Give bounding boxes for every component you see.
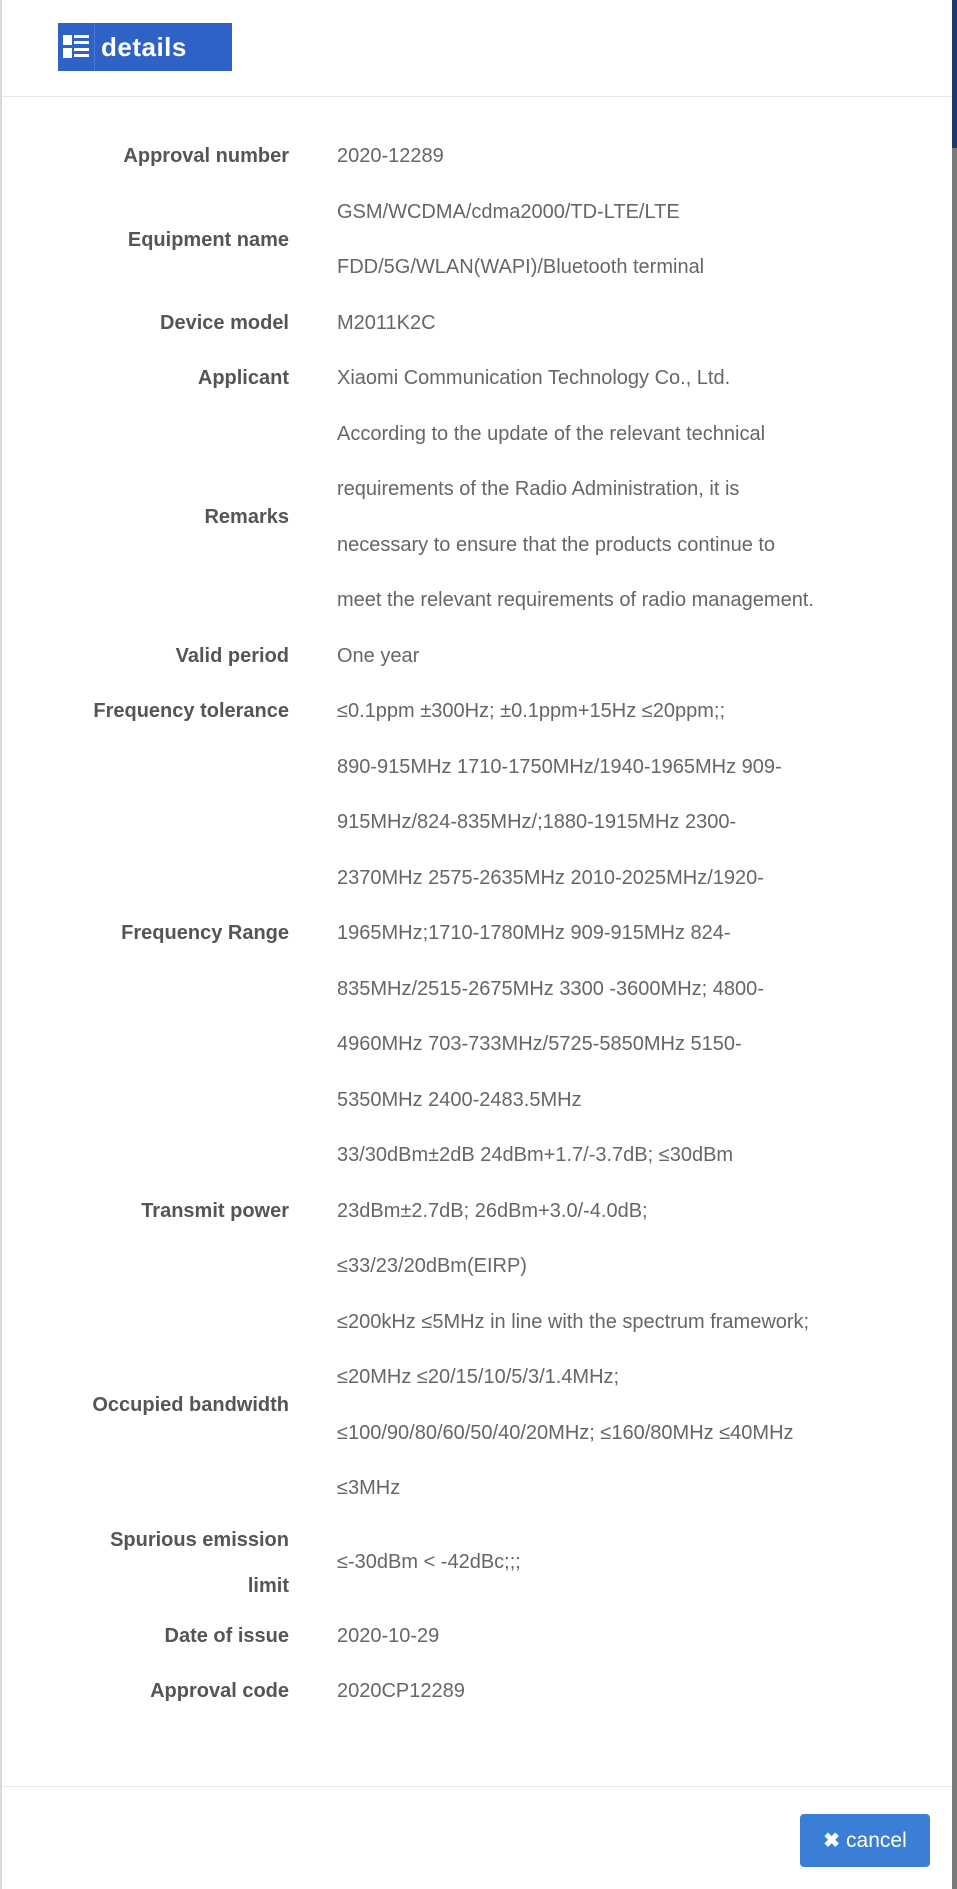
detail-label — [2, 1609, 289, 1664]
detail-value-line: According to the update of the relevant technical — [337, 422, 766, 445]
detail-row — [2, 1517, 952, 1609]
cancel-button[interactable] — [800, 1814, 930, 1867]
detail-label — [2, 490, 289, 545]
detail-value-line: 2020CP12289 — [337, 1680, 465, 1702]
detail-value-line: 890-915MHz 1710-1750MHz/1940-1965MHz 909- — [337, 755, 782, 778]
detail-label-line: Applicant — [197, 367, 289, 390]
cancel-label: cancel — [846, 1828, 907, 1852]
detail-value-line: meet the relevant requirements of radio management. — [337, 589, 814, 611]
detail-value-line: ≤3MHz — [337, 1477, 401, 1499]
detail-value-line: ≤100/90/80/60/50/40/20MHz; ≤160/80MHz ≤40MHz — [337, 1421, 794, 1444]
detail-label — [2, 296, 289, 351]
detail-row — [2, 351, 952, 407]
detail-value-line: necessary to ensure that the products continue to — [337, 533, 776, 556]
detail-value-line: 23dBm±2.7dB; 26dBm+3.0/-4.0dB; — [337, 1199, 648, 1222]
detail-value-line: 835MHz/2515-2675MHz 3300 -3600MHz; 4800- — [337, 977, 764, 1000]
detail-value-line: requirements of the Radio Administration, it is — [337, 478, 740, 500]
detail-label-line: Equipment name — [127, 228, 289, 251]
modal-title-badge — [58, 23, 232, 71]
detail-value — [289, 1535, 849, 1591]
detail-value-line: GSM/WCDMA/cdma2000/TD-LTE/LTE — [337, 200, 680, 223]
detail-value-line: Xiaomi Communication Technology Co., Ltd. — [337, 367, 731, 389]
detail-value — [289, 1295, 849, 1517]
detail-value — [289, 129, 849, 185]
detail-value-line: 2020-12289 — [337, 145, 444, 167]
detail-value-line: 2020-10-29 — [337, 1624, 440, 1647]
detail-label-line: Approval number — [123, 145, 289, 168]
detail-value — [289, 1664, 849, 1720]
detail-label-line: Occupied bandwidth — [92, 1394, 289, 1416]
modal-title: details — [101, 31, 187, 62]
detail-value — [289, 684, 849, 740]
detail-value-line: 33/30dBm±2dB 24dBm+1.7/-3.7dB; ≤30dBm — [337, 1144, 734, 1166]
detail-value-line: M2011K2C — [337, 311, 436, 334]
detail-row — [2, 1295, 952, 1517]
detail-row — [2, 129, 952, 185]
detail-row — [2, 296, 952, 352]
detail-row — [2, 1128, 952, 1295]
detail-label — [2, 1517, 289, 1609]
detail-value-line: ≤33/23/20dBm(EIRP) — [337, 1255, 527, 1277]
modal-footer — [2, 1786, 952, 1889]
detail-value — [289, 296, 849, 352]
detail-value-line: 5350MHz 2400-2483.5MHz — [337, 1088, 582, 1111]
detail-value-line: One year — [337, 644, 420, 667]
detail-label-line: Device model — [160, 311, 289, 334]
detail-label — [2, 906, 289, 961]
detail-label-line: limit — [247, 1574, 289, 1597]
detail-row — [2, 684, 952, 740]
detail-label — [2, 1378, 289, 1433]
detail-value-line: 2370MHz 2575-2635MHz 2010-2025MHz/1920- — [337, 866, 764, 889]
detail-label-line: Approval code — [150, 1680, 289, 1703]
detail-row — [2, 185, 952, 296]
detail-value — [289, 407, 849, 629]
detail-value-line: 4960MHz 703-733MHz/5725-5850MHz 5150- — [337, 1033, 742, 1055]
detail-value-line: ≤200kHz ≤5MHz in line with the spectrum framework; — [337, 1310, 810, 1333]
detail-value-line: ≤0.1ppm ±300Hz; ±0.1ppm+15Hz ≤20ppm;; — [337, 700, 725, 722]
detail-row — [2, 407, 952, 629]
detail-label-line: Valid period — [175, 644, 289, 667]
detail-value — [289, 1128, 849, 1295]
detail-row — [2, 1609, 952, 1665]
details-list — [2, 97, 952, 1720]
detail-row — [2, 740, 952, 1129]
th-list-icon — [58, 23, 95, 71]
detail-label-line: Transmit power — [141, 1199, 289, 1222]
detail-value-line: ≤-30dBm < -42dBc;;; — [337, 1550, 521, 1573]
detail-label-line: Date of issue — [164, 1624, 289, 1647]
detail-label — [2, 129, 289, 184]
detail-value-line: 915MHz/824-835MHz/;1880-1915MHz 2300- — [337, 811, 737, 833]
detail-value — [289, 740, 849, 1129]
detail-label-line: Spurious emission — [110, 1528, 289, 1551]
detail-row — [2, 629, 952, 685]
page-backdrop — [952, 0, 957, 148]
detail-value-line: ≤20MHz ≤20/15/10/5/3/1.4MHz; — [337, 1366, 620, 1388]
detail-value-line: FDD/5G/WLAN(WAPI)/Bluetooth terminal — [337, 256, 705, 278]
detail-label — [2, 213, 289, 268]
detail-value-line: 1965MHz;1710-1780MHz 909-915MHz 824- — [337, 922, 731, 944]
detail-label-line: Remarks — [204, 506, 289, 528]
detail-label — [2, 1664, 289, 1719]
detail-row — [2, 1664, 952, 1720]
detail-label-line: Frequency Range — [121, 922, 289, 945]
modal-header — [2, 0, 952, 97]
detail-label — [2, 351, 289, 406]
detail-label-line: Frequency tolerance — [93, 700, 289, 723]
detail-value — [289, 185, 849, 296]
detail-label — [2, 629, 289, 684]
close-icon: ✖ — [823, 1830, 841, 1852]
detail-label — [2, 684, 289, 739]
detail-value — [289, 629, 849, 685]
detail-value — [289, 351, 849, 407]
detail-value — [289, 1609, 849, 1665]
detail-label — [2, 1184, 289, 1239]
